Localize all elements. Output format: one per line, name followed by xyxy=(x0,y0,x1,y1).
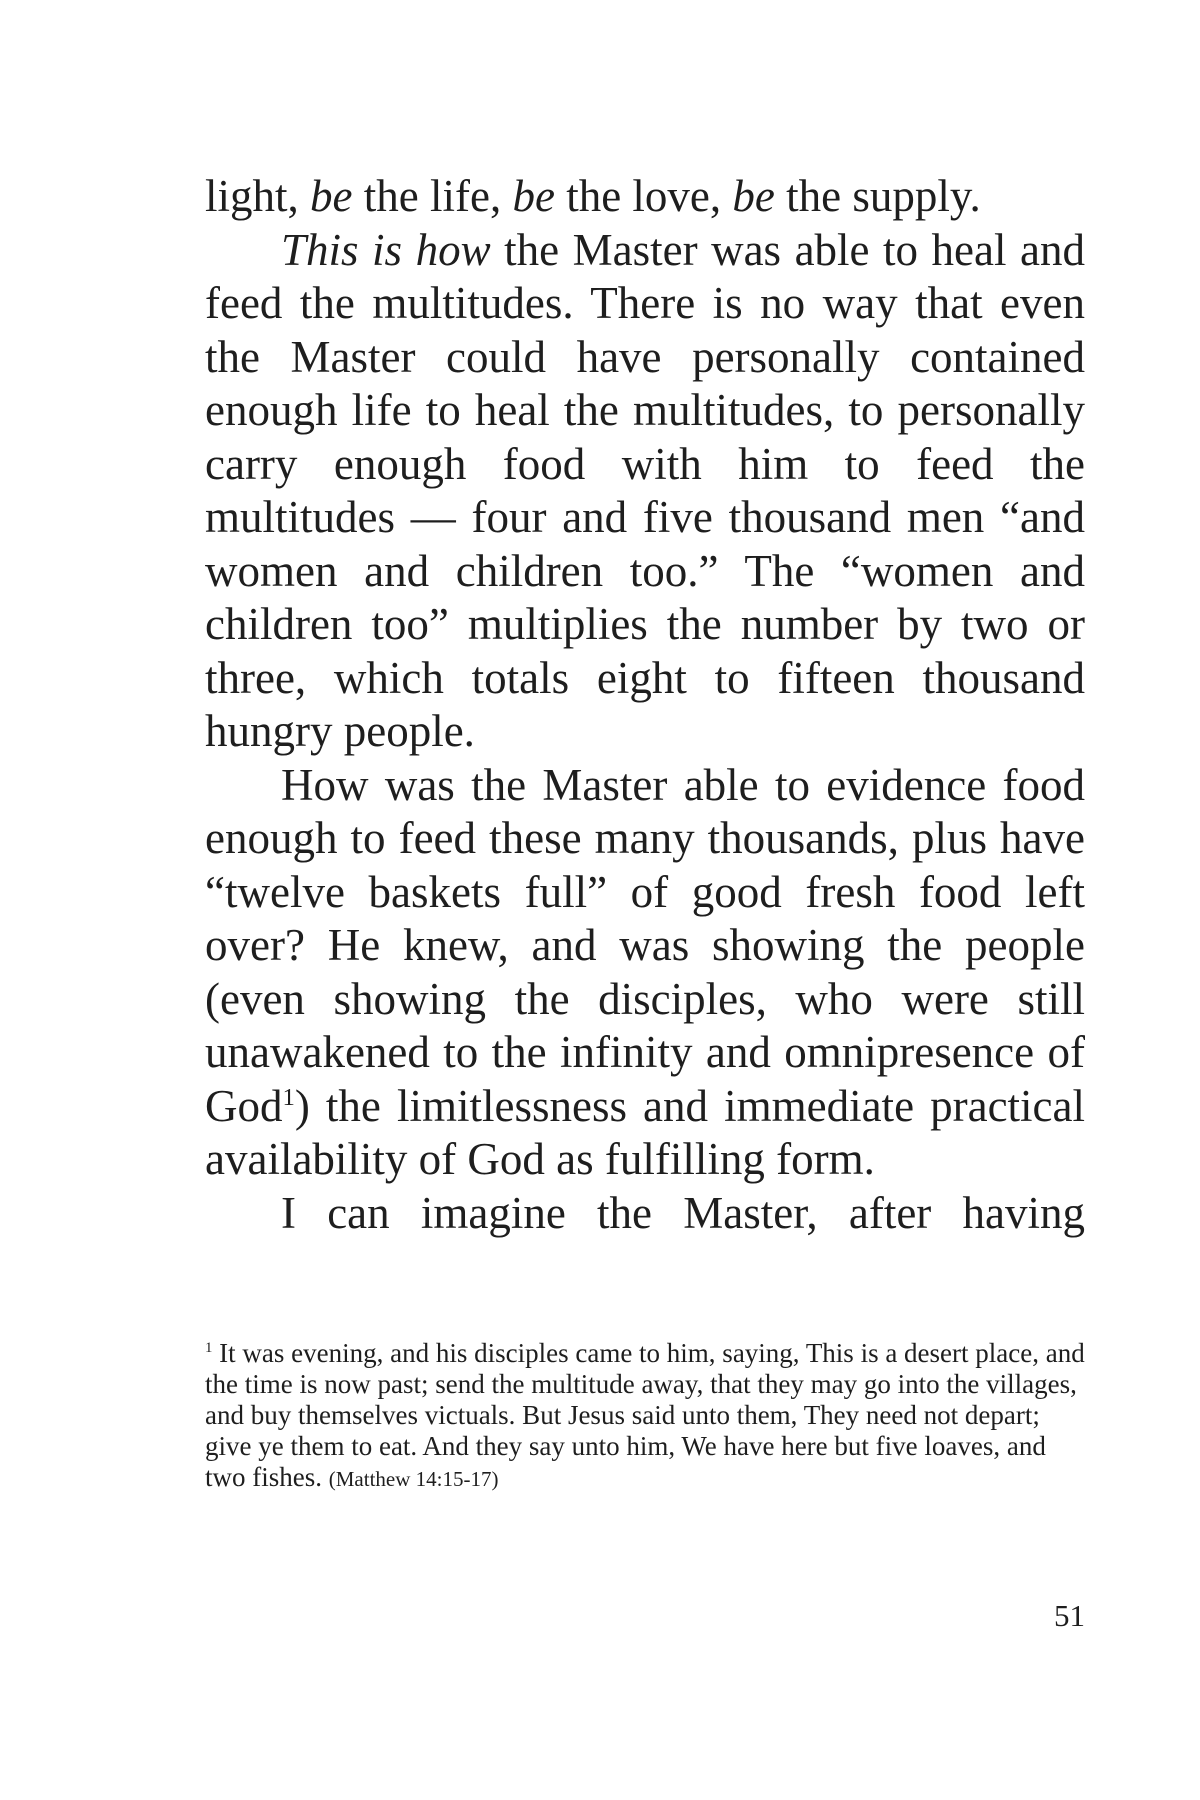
page-number: 51 xyxy=(1054,1598,1085,1633)
footnote-reference: 1 xyxy=(282,1083,295,1111)
paragraph-1: light, be the life, be the love, be the supply. xyxy=(205,171,981,221)
footnote-citation: (Matthew 14:15-17) xyxy=(328,1467,499,1491)
main-text xyxy=(205,170,1085,1240)
footnote xyxy=(205,1338,1085,1495)
paragraph-2: This is how the Master was able to heal and feed the multitudes. There is no way that even the Master could have personally contained enough life to heal the multitudes, to personally carry enough food with him to feed the multitudes — four and five thousand men “and women and children too.” The “women and children too” multiplies the number by two or three, which totals eight to fifteen thousand hungry people. xyxy=(205,224,1085,756)
footnote-marker: 1 xyxy=(205,1340,213,1356)
paragraph-3: How was the Master able to evidence food enough to feed these many thousands, plus have “twelve baskets full” of good fresh food left over? He knew, and was showing the people (even showing the disciples, who were still unawakened to the infinity and omnipresence of God$^1$) the limitlessness and immediate practical availability of God as fulfilling form. xyxy=(205,759,1085,1184)
paragraph-4: I can imagine the Master, after having xyxy=(281,1187,1085,1238)
footnote-text: $^1$ It was evening, and his disciples came to him, saying, This is a desert place, and the time is now past; send the multitude away, that they may go into the villages, and buy themselves victuals. But Jesus said unto them, They need not depart; give ye them to eat. And they say unto him, We have here but five loaves, and two fishes. (Matthew 14:15-17) xyxy=(205,1338,1085,1492)
